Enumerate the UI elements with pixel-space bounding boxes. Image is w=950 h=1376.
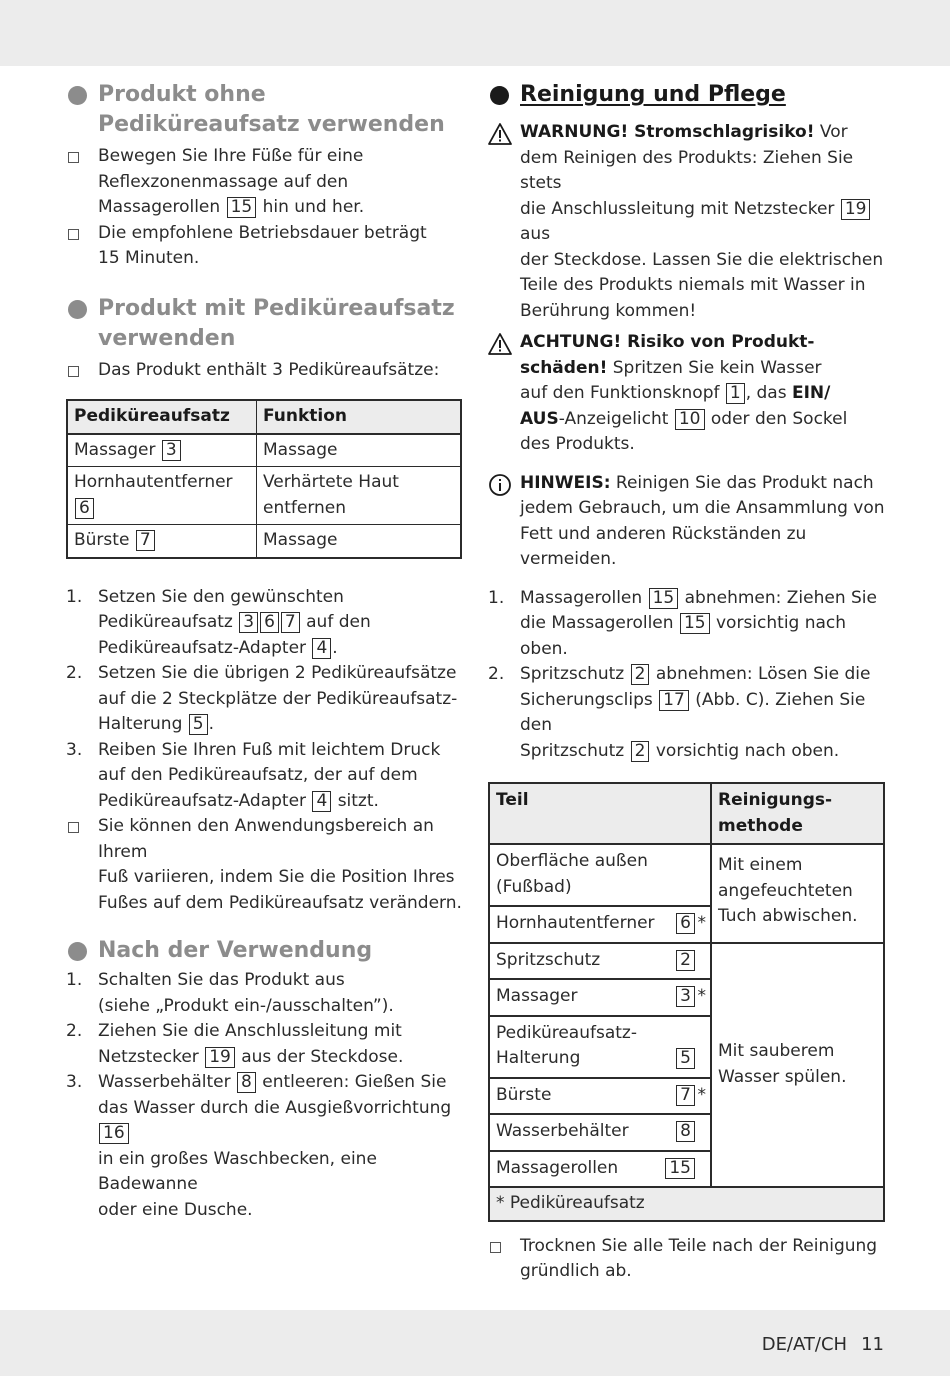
language-codes: DE/AT/CH: [761, 1334, 848, 1355]
text: Netzstecker: [98, 1046, 199, 1067]
text: oder den Sockel: [710, 408, 848, 429]
checkbox-square-icon: [490, 1242, 501, 1253]
reference-number: 4: [312, 638, 331, 659]
text: Massagerollen: [520, 587, 643, 608]
text: vorsichtig nach oben.: [655, 740, 840, 761]
right-column: [488, 80, 885, 1285]
footnote-star: *: [697, 986, 706, 1006]
reference-number: 15: [680, 613, 710, 634]
cell-text: Oberfläche außen: [496, 851, 648, 871]
section-heading-without-attachment: [66, 80, 462, 140]
cell-text: Massagerollen: [496, 1157, 619, 1178]
numbered-step: [66, 968, 462, 1019]
text: auf den Funktionsknopf: [520, 383, 720, 403]
cell-text: Mit sauberem: [718, 1041, 835, 1062]
reference-number: 3: [162, 440, 181, 461]
text: .: [208, 714, 215, 734]
numbered-step: [66, 1070, 462, 1223]
cell-text: Massager: [74, 439, 156, 460]
step-number: 1.: [66, 586, 83, 607]
table-row: [67, 434, 461, 467]
cell-text: Massage: [257, 434, 462, 467]
table-row: [489, 844, 884, 906]
list-item: [66, 358, 462, 384]
text: die Anschlussleitung mit Netzstecker: [520, 198, 835, 219]
text: Fuß variieren, indem Sie die Position Ihres: [98, 867, 455, 887]
caution-label: schäden!: [520, 357, 608, 378]
text: Sie können den Anwendungsbereich an Ihrem: [98, 816, 434, 862]
reference-number: 6: [676, 913, 695, 934]
step-number: 1.: [488, 587, 505, 608]
reference-number: 5: [676, 1048, 695, 1069]
table-row: [67, 525, 461, 558]
cell-text: Halterung: [496, 1048, 581, 1068]
text: abnehmen: Ziehen Sie: [684, 587, 877, 608]
text: das Wasser durch die Ausgießvorrichtung: [98, 1097, 452, 1118]
reference-number: 19: [205, 1047, 235, 1068]
text: EIN/: [791, 383, 831, 403]
text: Pediküreaufsatz-Adapter: [98, 790, 307, 811]
text: Sicherungsclips: [520, 689, 653, 710]
table-header: [711, 783, 884, 844]
text: Setzen Sie die übrigen 2 Pediküreaufsätze: [98, 663, 457, 683]
list-item: [488, 1234, 885, 1285]
header-text: Teil: [496, 790, 529, 810]
caution-label: ACHTUNG! Risiko von Produkt-: [520, 332, 815, 352]
text: Wasserbehälter: [98, 1072, 231, 1092]
footnote-star: *: [697, 1084, 706, 1105]
reference-number: 2: [631, 741, 650, 762]
cell-text: Bürste: [496, 1084, 552, 1105]
header-bar: [0, 0, 950, 66]
bullet-icon: [490, 86, 509, 105]
cell-text: Spritzschutz: [496, 949, 601, 970]
cell-text: Tuch abwischen.: [718, 906, 858, 926]
text: Das Produkt enthält 3 Pediküreaufsätze:: [98, 359, 440, 380]
text: Bewegen Sie Ihre Füße für eine: [98, 146, 364, 166]
header-text: Reinigungs-: [718, 790, 833, 810]
reference-number: 15: [227, 197, 257, 218]
text: abnehmen: Lösen Sie die: [655, 664, 871, 684]
text: in ein großes Waschbecken, eine Badewanne: [98, 1148, 377, 1194]
reference-number: 2: [676, 950, 695, 971]
text: Spritzschutz: [520, 740, 625, 761]
info-icon: [488, 473, 512, 497]
page-footer: [762, 1332, 884, 1358]
text: Trocknen Sie alle Teile nach der Reinigung: [520, 1235, 878, 1256]
cell-text: Hornhautentferner: [496, 913, 655, 933]
text: , das: [745, 383, 787, 403]
text: Berührung kommen!: [520, 300, 697, 321]
reference-number: 8: [676, 1121, 695, 1142]
table-header: Pediküreaufsatz: [67, 400, 257, 434]
text: die Massagerollen: [520, 613, 674, 633]
left-column: [66, 80, 462, 1223]
text: hin und her.: [262, 197, 365, 217]
heading-line: Produkt mit Pediküreaufsatz: [98, 295, 455, 321]
reference-number: 17: [659, 690, 689, 711]
reference-number: 7: [676, 1085, 695, 1106]
heading-line: verwenden: [98, 325, 236, 351]
text: Halterung: [98, 714, 183, 734]
text: .: [332, 637, 338, 658]
text: AUS: [520, 408, 559, 429]
text: auf die 2 Steckplätze der Pediküreaufsatz-: [98, 688, 458, 709]
cell-text: Bürste: [74, 530, 130, 550]
step-number: 2.: [66, 1021, 83, 1041]
cleaning-table: [488, 782, 885, 1222]
step-number: 3.: [66, 1072, 83, 1092]
text: Setzen Sie den gewünschten: [98, 586, 344, 607]
text: Ziehen Sie die Anschlussleitung mit: [98, 1021, 402, 1041]
text: (Abb. C). Ziehen Sie den: [520, 689, 866, 735]
text: sitzt.: [337, 790, 379, 811]
text: Reflexzonenmassage auf den: [98, 171, 349, 192]
cell-text: (Fußbad): [496, 876, 572, 897]
text: Fett und anderen Rückständen zu vermeiden.: [520, 523, 807, 569]
heading-line: Produkt ohne: [98, 82, 266, 107]
warning-icon: [488, 122, 512, 146]
text: 15 Minuten.: [98, 248, 200, 268]
text: (siehe „Produkt ein-/ausschalten”).: [98, 995, 394, 1016]
bullet-icon: [68, 300, 87, 319]
heading-line: Nach der Verwendung: [98, 938, 373, 963]
text: Vor: [819, 122, 848, 142]
reference-number: 3: [676, 986, 695, 1007]
cell-text: Verhärtete Haut: [263, 472, 399, 492]
text: Fußes auf dem Pediküreaufsatz verändern.: [98, 892, 462, 913]
text: auf den Pediküreaufsatz, der auf dem: [98, 765, 418, 785]
text: Die empfohlene Betriebsdauer beträgt: [98, 222, 427, 243]
section-heading-after-use: [66, 936, 462, 966]
text: entleeren: Gießen Sie: [262, 1072, 447, 1092]
step-number: 3.: [66, 739, 83, 760]
list-item: [66, 144, 462, 221]
cell-text: entfernen: [263, 497, 347, 518]
table-header: [489, 783, 711, 844]
bullet-icon: [68, 942, 87, 961]
text: aus der Steckdose.: [241, 1046, 404, 1067]
reference-number: 1: [726, 383, 745, 404]
cell-text: Wasser spülen.: [718, 1066, 847, 1087]
reference-number: 2: [631, 664, 650, 685]
text: oder eine Dusche.: [98, 1199, 253, 1220]
cell-text: Massage: [257, 525, 462, 558]
section-heading-with-attachment: [66, 294, 462, 354]
text: Teile des Produkts niemals mit Wasser in: [520, 275, 866, 295]
footnote-star: *: [697, 913, 706, 933]
note-block: [488, 471, 885, 573]
text: auf den: [306, 612, 371, 632]
section-heading-cleaning: [488, 80, 885, 110]
step-number: 2.: [488, 664, 505, 684]
cell-text: Pediküreaufsatz-: [496, 1022, 637, 1043]
numbered-step: [66, 661, 462, 738]
checkbox-square-icon: [68, 229, 79, 240]
note-label: HINWEIS:: [520, 472, 611, 493]
text: des Produkts.: [520, 434, 635, 454]
cell-text: Wasserbehälter: [496, 1121, 629, 1141]
text: Spritzen Sie kein Wasser: [612, 357, 822, 378]
method-cell: [711, 943, 884, 1188]
method-cell: [711, 844, 884, 943]
reference-number: 15: [649, 588, 679, 609]
text: aus: [520, 224, 551, 244]
list-item: [66, 221, 462, 272]
heading-line: Reinigung und Pflege: [520, 82, 786, 107]
reference-number: 6: [260, 612, 279, 633]
reference-number: 10: [675, 409, 705, 430]
checkbox-square-icon: [68, 152, 79, 163]
cell-text: Massager: [496, 986, 578, 1006]
text: Pediküreaufsatz-Adapter: [98, 637, 307, 658]
step-number: 1.: [66, 970, 83, 990]
numbered-step: [66, 738, 462, 815]
header-text: methode: [718, 815, 803, 836]
page-number: 11: [861, 1334, 884, 1355]
numbered-step: [66, 585, 462, 662]
list-item: [66, 814, 462, 916]
text: Massagerollen: [98, 197, 221, 217]
table-header: Funktion: [257, 400, 462, 434]
cell-text: Mit einem: [718, 855, 803, 875]
numbered-step: [488, 662, 885, 764]
reference-number: 7: [281, 612, 300, 633]
step-number: 2.: [66, 663, 83, 683]
text: Reinigen Sie das Produkt nach: [615, 472, 874, 493]
table-row: [489, 943, 884, 980]
text: vorsichtig nach oben.: [520, 613, 847, 659]
numbered-step: [488, 586, 885, 663]
cell-text: Hornhautentferner: [74, 472, 233, 492]
numbered-step: [66, 1019, 462, 1070]
bullet-icon: [68, 86, 87, 105]
text: jedem Gebrauch, um die Ansammlung von: [520, 498, 885, 518]
reference-number: 8: [237, 1072, 256, 1093]
reference-number: 19: [841, 199, 871, 220]
heading-line: Pediküreaufsatz verwenden: [98, 112, 445, 137]
checkbox-square-icon: [68, 822, 79, 833]
reference-number: 15: [665, 1158, 695, 1179]
reference-number: 5: [189, 714, 208, 735]
text: dem Reinigen des Produkts: Ziehen Sie stets: [520, 147, 854, 193]
text: Reiben Sie Ihren Fuß mit leichtem Druck: [98, 739, 441, 760]
cell-text: angefeuchteten: [718, 880, 853, 901]
reference-number: 3: [239, 612, 258, 633]
text: Spritzschutz: [520, 664, 625, 684]
text: Pediküreaufsatz: [98, 612, 233, 632]
attachment-table: [66, 399, 462, 559]
warning-block: [488, 120, 885, 324]
text: der Steckdose. Lassen Sie die elektrischen: [520, 249, 884, 270]
table-footnote: * Pediküreaufsatz: [489, 1187, 884, 1221]
reference-number: 4: [312, 791, 331, 812]
table-row: [67, 467, 461, 525]
text: -Anzeigelicht: [558, 408, 669, 429]
reference-number: 6: [75, 498, 94, 519]
text: Schalten Sie das Produkt aus: [98, 970, 345, 990]
text: gründlich ab.: [520, 1261, 632, 1281]
reference-number: 16: [99, 1123, 129, 1144]
warning-label: WARNUNG! Stromschlagrisiko!: [520, 122, 815, 142]
reference-number: 7: [136, 530, 155, 551]
checkbox-square-icon: [68, 366, 79, 377]
caution-block: [488, 330, 885, 458]
warning-icon: [488, 332, 512, 356]
